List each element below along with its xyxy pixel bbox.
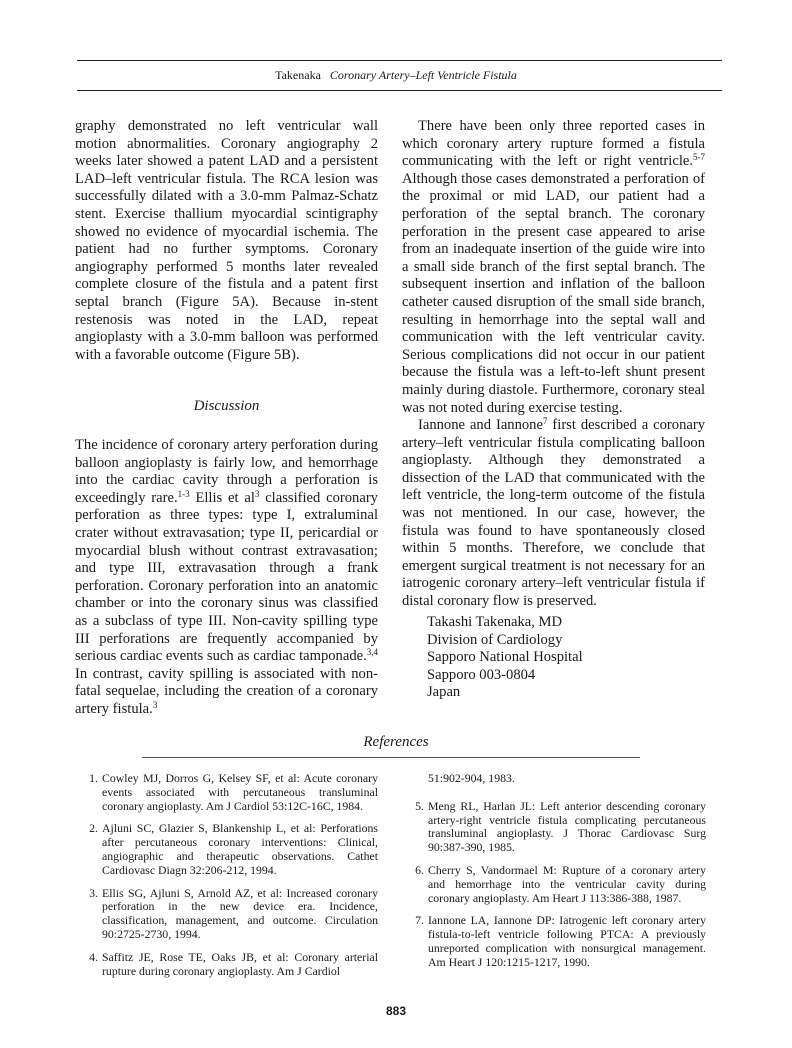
reference-item: 1. Cowley MJ, Dorros G, Kelsey SF, et al: Acute coronary events associated with percutaneous transluminal coronary angioplasty. Am J Cardiol 53:12C-16C, 1984.	[89, 771, 378, 813]
reference-item-continued: 51:902-904, 1983.	[428, 771, 515, 785]
author-city: Sapporo 003-0804	[427, 666, 536, 683]
left-column-intro	[75, 118, 378, 364]
left-column-discussion	[75, 437, 378, 719]
p2-text-a: Iannone and Iannone	[418, 417, 543, 434]
right-paragraph-2	[402, 417, 705, 611]
intro-paragraph: graphy demonstrated no left ventricular wall motion abnormalities. Coronary angiography 2 weeks later showed a patent LAD and a persistent LAD–left ventricular fistula. The RCA lesion was successfully dilated with a 3.0-mm Palmaz-Schatz stent. Exercise thallium myocardial scintigraphy showed no evidence of myocardial ischemia. The patient had no further symptoms. Coronary angiography performed 5 months later revealed complete closure of the fistula and a patent first septal branch (Figure 5A). Because in-stent restenosis was noted in the LAD, repeat angioplasty with a 3.0-mm balloon was performed with a favorable outcome (Figure 5B).	[75, 118, 378, 363]
reference-item: 2. Ajluni SC, Glazier S, Blankenship L, et al: Perforations after percutaneous coronary interventions: Clinical, angiographic and therapeutic observations. Cathet Cardiovasc Diagn 32:206-212, 1994.	[89, 821, 378, 877]
author-hospital: Sapporo National Hospital	[427, 649, 583, 666]
citation-sup: 3,4	[366, 647, 378, 658]
author-name: Takashi Takenaka, MD	[427, 614, 563, 630]
right-paragraph-1	[402, 118, 705, 417]
author-country: Japan	[427, 684, 461, 701]
disc-text-d: In contrast, cavity spilling is associated with non-fatal sequelae, including the creation of a coronary artery fistula.	[75, 665, 378, 717]
header-rule-bottom	[77, 90, 722, 91]
citation-sup: 1-3	[177, 488, 190, 499]
disc-text-a: The incidence of coronary artery perforation during balloon angioplasty is fairly low, and hemorrhage into the cardiac cavity through a perforation is exceedingly rare.	[75, 437, 378, 506]
citation-sup: 3	[254, 488, 260, 499]
header-author: Takenaka	[275, 68, 321, 82]
page-number: 883	[385, 1004, 407, 1018]
references-right-column	[408, 772, 706, 979]
running-header	[0, 68, 792, 83]
p2-text-b: first described a coronary artery–left ventricular fistula complicating balloon angioplasty. Although they demonstrated a dissection of the LAD that communicated with the left ventricle, the long-term outcome of the fistula was not mentioned. In our case, however, the fistula was found to have spontaneously closed within 5 months. Therefore, we conclude that emergent surgical treatment is not necessary for an iatrogenic coronary artery–left ventricular fistula if distal coronary flow is preserved.	[402, 417, 706, 610]
reference-item: 6. Cherry S, Vandormael M: Rupture of a coronary artery and hemorrhage into the ventricular cavity during coronary angioplasty. Am Heart J 113:386-388, 1987.	[415, 862, 706, 905]
references-rule	[142, 757, 640, 758]
author-department: Division of Cardiology	[427, 631, 563, 648]
discussion-paragraph	[75, 437, 378, 719]
citation-sup: 3	[152, 699, 158, 710]
right-column	[402, 118, 705, 611]
p1-text-a: There have been only three reported cases in which coronary artery rupture formed a fistula communicating with the left or right ventricle.	[402, 118, 705, 170]
reference-item: 7. Iannone LA, Iannone DP: Iatrogenic left coronary artery fistula-to-left ventricle following PTCA: A previously unreported complication with nonsurgical management. Am Heart J 120:1215-1217, 1990.	[415, 913, 706, 969]
discussion-heading: Discussion	[193, 398, 260, 414]
author-address-block	[427, 614, 707, 702]
reference-item: 4. Saffitz JE, Rose TE, Oaks JB, et al: Coronary arterial rupture during coronary angioplasty. Am J Cardiol	[89, 949, 378, 978]
citation-sup: 5-7	[693, 152, 705, 163]
citation-sup: 7	[542, 416, 548, 427]
header-title: Coronary Artery–Left Ventricle Fistula	[329, 68, 517, 82]
references-heading: References	[363, 734, 429, 750]
p1-text-b: Although those cases demonstrated a perforation of the proximal or mid LAD, our patient had a perforation of the septal branch. The coronary perforation in the present case appeared to arise from an inadequate insertion of the guide wire into a small side branch of the first septal branch. The subsequent insertion and inflation of the balloon catheter caused disruption of the small side branch, resulting in hemorrhage into the septal wall and communication with the left ventricular cavity. Serious complications did not occur in our patient because the fistula was a left-to-left shunt present mainly during diastole. Furthermore, coronary steal was not noted during exercise testing.	[402, 170, 705, 416]
header-rule-top	[77, 60, 722, 61]
references-left-column	[82, 772, 378, 987]
reference-item: 3. Ellis SG, Ajluni S, Arnold AZ, et al: Increased coronary perforation in the new device era. Incidence, classification, management, and outcome. Circulation 90:2725-2730, 1994.	[89, 885, 378, 941]
disc-text-b: Ellis et al	[189, 489, 255, 506]
reference-item: 5. Meng RL, Harlan JL: Left anterior descending coronary artery-right ventricle fistula complicating percutaneous transluminal angioplasty. J Thorac Cardiovasc Surg 90:387-390, 1985.	[415, 798, 706, 855]
disc-text-c: classified coronary perforation as three types: type I, extraluminal crater without extravasation; type II, pericardial or myocardial blush without contrast extravasation; and type III, extravasation through a frank perforation. Coronary perforation into an anatomic chamber or into the coronary sinus was classified as a subclass of type III. Non-cavity spilling type III perforations are frequently accompanied by serious cardiac events such as cardiac tamponade.	[75, 489, 378, 665]
